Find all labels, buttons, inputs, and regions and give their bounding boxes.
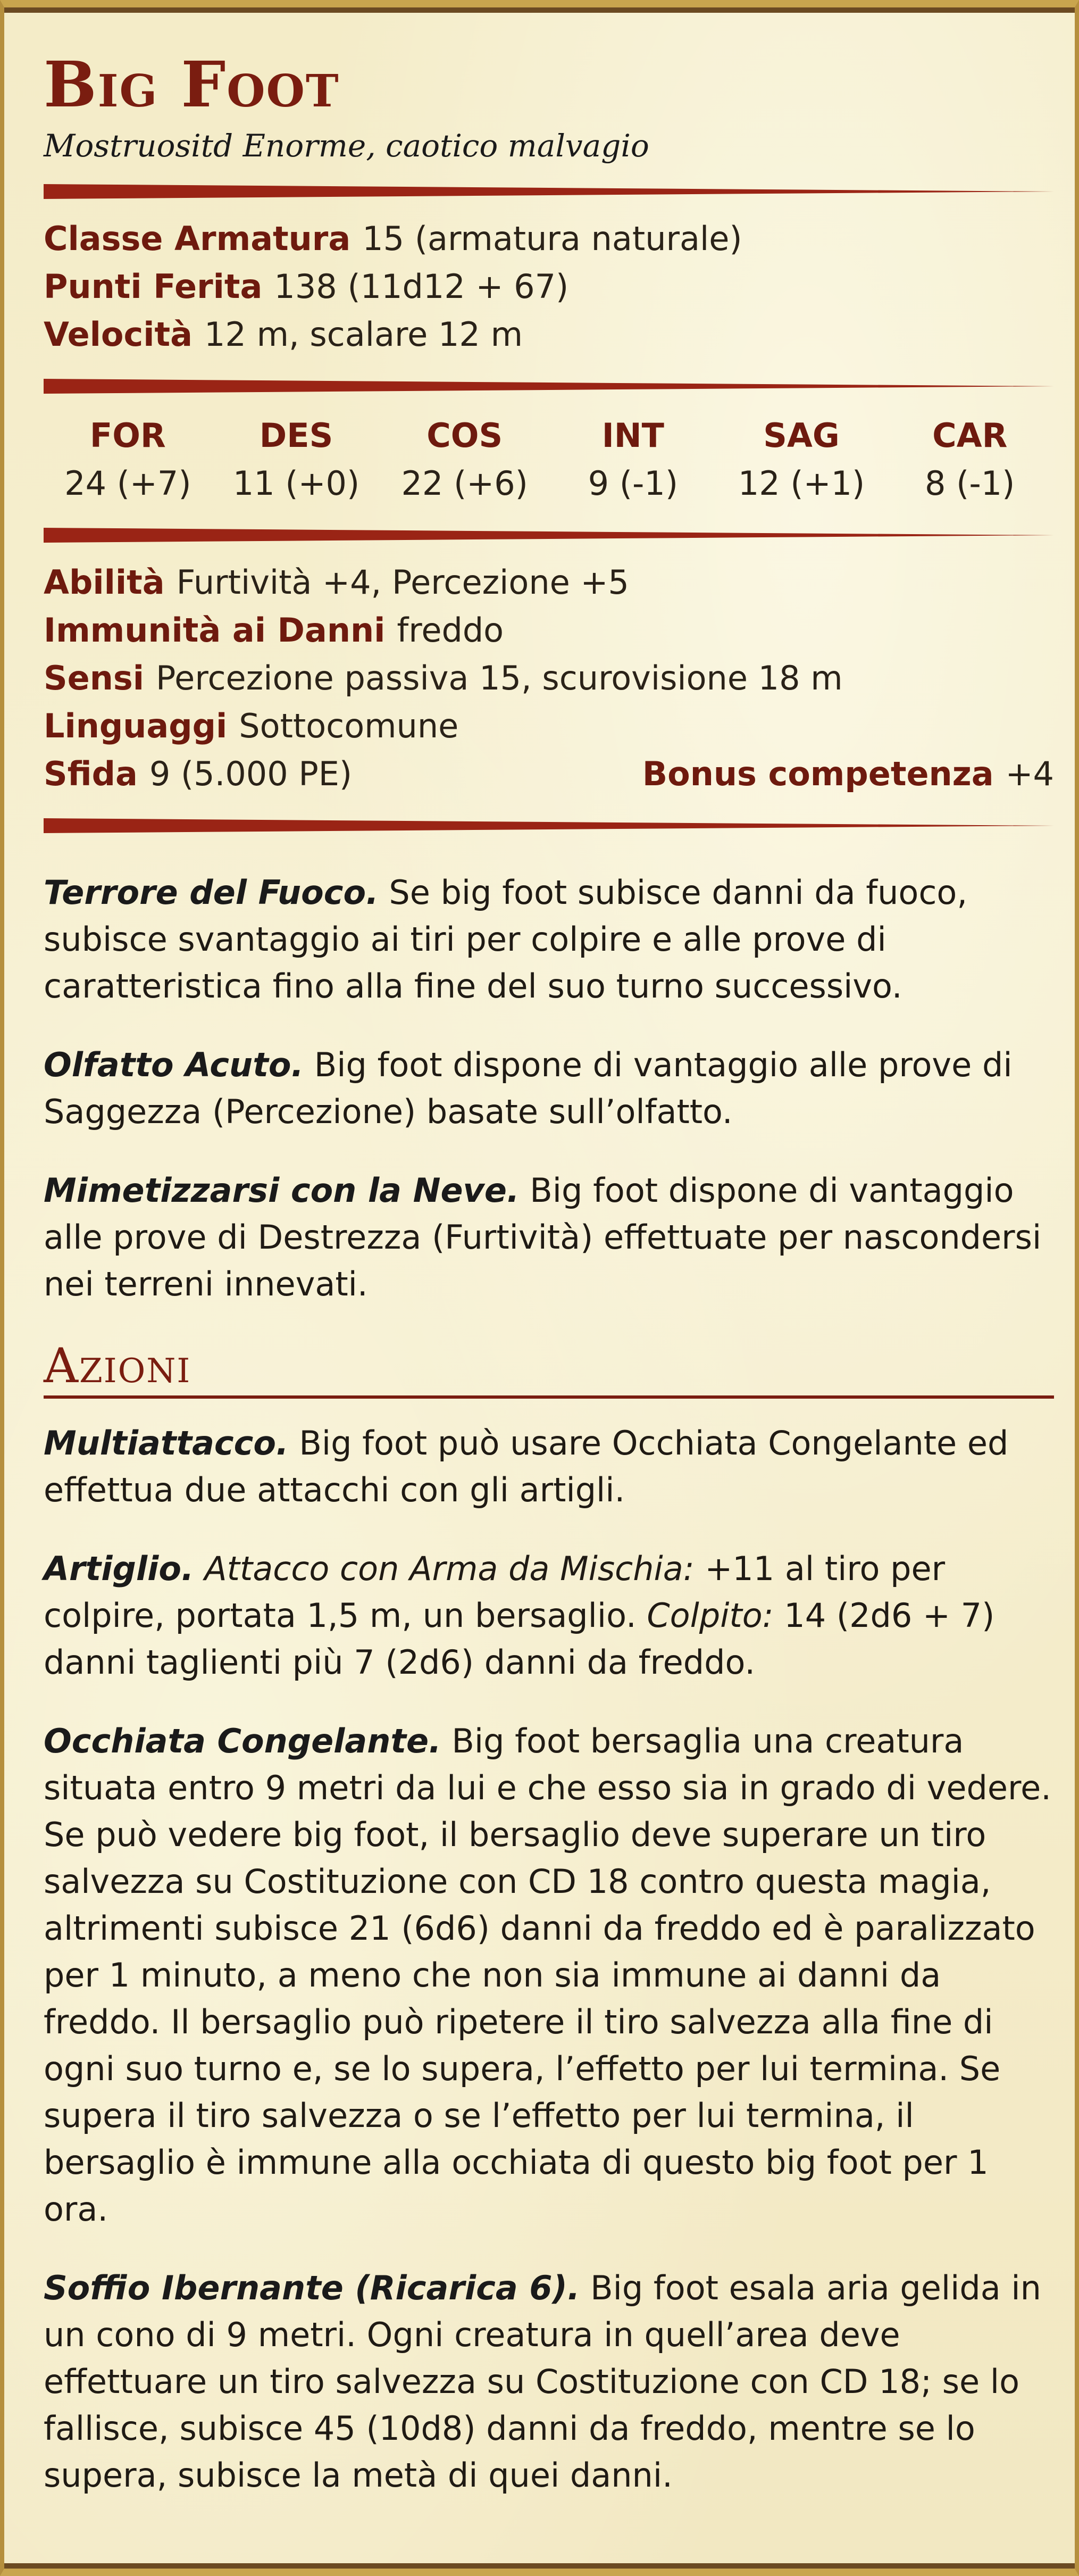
trait-keen-smell — [44, 1042, 1054, 1135]
hit-label: Colpito: — [647, 1596, 774, 1635]
action-claw — [44, 1545, 1054, 1686]
speed-label: Velocità — [44, 315, 193, 354]
proficiency-value: +4 — [1005, 754, 1054, 793]
senses-line — [44, 654, 1054, 702]
trait-title: Olfatto Acuto. — [44, 1045, 304, 1084]
divider-1 — [44, 180, 1054, 203]
monster-type: Mostruositd Enorme, caotico malvagio — [44, 128, 649, 164]
challenge-value: 9 (5.000 PE) — [149, 754, 353, 793]
skills-line — [44, 559, 1054, 606]
speed-value: 12 m, scalare 12 m — [204, 315, 523, 354]
ability-name: FOR — [89, 416, 166, 455]
damage-immunities-line — [44, 606, 1054, 654]
attack-type: Attacco con Arma da Mischia: — [204, 1549, 695, 1588]
ability-value: 11 (+0) — [232, 464, 360, 503]
trait-title: Terrore del Fuoco. — [44, 873, 379, 912]
ability-value: 12 (+1) — [738, 464, 865, 503]
ability-dex — [212, 412, 381, 508]
challenge-label: Sfida — [44, 754, 138, 793]
armor-class-label: Classe Armatura — [44, 219, 351, 258]
action-text: +11 al tiro per colpire, portata 1,5 m, un bersaglio. — [44, 1549, 946, 1635]
proficiency-bonus — [642, 750, 1054, 798]
trait-text: Big foot dispone di vantaggio alle prove di Destrezza (Furtività) effettuate per nascondersi nei terreni innevati. — [44, 1171, 1042, 1303]
action-text: Big foot bersaglia una creatura situata entro 9 metri da lui e che esso sia in grado di vedere. Se può vedere big foot, il bersaglio deve superare un tiro salvezza su Costituzione con CD 18 contro questa magia, altrimenti subisce 21 (6d6) danni da freddo ed è paralizzato per 1 minuto, a meno che non sia immune ai danni da freddo. Il bersaglio può ripetere il tiro salvezza alla fine di ogni suo turno e, se lo supera, l’effetto per lui termina. Se supera il tiro salvezza o se l’effetto per lui termina, il bersaglio è immune alla occhiata di questo big foot per 1 ora. — [44, 1722, 1051, 2229]
skills-label: Abilità — [44, 563, 165, 602]
divider-3 — [44, 523, 1054, 547]
senses-value: Percezione passiva 15, scurovisione 18 m — [156, 659, 843, 697]
trait-text: Big foot dispone di vantaggio alle prove di Saggezza (Percezione) basate sull’olfatto. — [44, 1045, 1013, 1131]
damage-immunities-label: Immunità ai Danni — [44, 611, 386, 650]
ability-value: 24 (+7) — [64, 464, 191, 503]
damage-immunities-value: freddo — [397, 611, 504, 650]
action-text: 14 (2d6 + 7) danni taglienti più 7 (2d6) danni da freddo. — [44, 1596, 995, 1682]
ability-name: CAR — [932, 416, 1008, 455]
action-title: Artiglio. — [44, 1549, 194, 1588]
trait-text: Se big foot subisce danni da fuoco, subisce svantaggio ai tiri per colpire e alle prove di caratteristica fino alla fine del suo turno successivo. — [44, 873, 968, 1006]
hit-points-value: 138 (11d12 + 67) — [274, 267, 569, 306]
action-hibernating-breath — [44, 2265, 1054, 2499]
senses-label: Sensi — [44, 659, 144, 697]
languages-line — [44, 702, 1054, 750]
divider-4 — [44, 814, 1054, 837]
action-text: Big foot può usare Occhiata Congelante ed effettua due attacchi con gli artigli. — [44, 1424, 1009, 1509]
ability-name: SAG — [763, 416, 840, 455]
challenge-line — [44, 750, 1054, 798]
ability-name: DES — [259, 416, 333, 455]
stat-block-content — [44, 47, 1054, 2531]
hit-points-label: Punti Ferita — [44, 267, 263, 306]
armor-class-value: 15 (armatura naturale) — [362, 219, 742, 258]
proficiency-label: Bonus competenza — [642, 754, 994, 793]
action-title: Multiattacco. — [44, 1424, 289, 1462]
action-multiattack — [44, 1420, 1054, 1514]
ability-name: COS — [426, 416, 503, 455]
ability-value: 22 (+6) — [401, 464, 528, 503]
action-text: Big foot esala aria gelida in un cono di 9 metri. Ogni creatura in quell’area deve effettuare un tiro salvezza su Costituzione con CD 18; se lo fallisce, subisce 45 (10d8) danni da freddo, mentre se lo supera, subisce la metà di quei danni. — [44, 2268, 1041, 2495]
ability-str — [44, 412, 212, 508]
languages-label: Linguaggi — [44, 707, 228, 745]
speed-line — [44, 311, 1054, 359]
action-freezing-gaze — [44, 1718, 1054, 2233]
action-title: Occhiata Congelante. — [44, 1722, 441, 1760]
ability-scores — [44, 410, 1054, 508]
ability-name: INT — [601, 416, 664, 455]
ability-cha — [885, 412, 1054, 508]
ability-wis — [717, 412, 886, 508]
action-title: Soffio Ibernante (Ricarica 6). — [44, 2268, 580, 2307]
ability-value: 8 (-1) — [925, 464, 1015, 503]
skills-value: Furtività +4, Percezione +5 — [176, 563, 629, 602]
ability-value: 9 (-1) — [588, 464, 679, 503]
armor-class-line — [44, 215, 1054, 263]
trait-snow-camouflage — [44, 1167, 1054, 1308]
languages-value: Sottocomune — [239, 707, 459, 745]
challenge — [44, 750, 352, 798]
trait-fear-of-fire — [44, 869, 1054, 1010]
ability-con — [380, 412, 549, 508]
monster-name: Big Foot — [44, 47, 340, 121]
divider-2 — [44, 375, 1054, 398]
trait-title: Mimetizzarsi con la Neve. — [44, 1171, 520, 1210]
actions-heading: Azioni — [44, 1340, 1054, 1399]
ability-int — [549, 412, 717, 508]
hit-points-line — [44, 263, 1054, 311]
